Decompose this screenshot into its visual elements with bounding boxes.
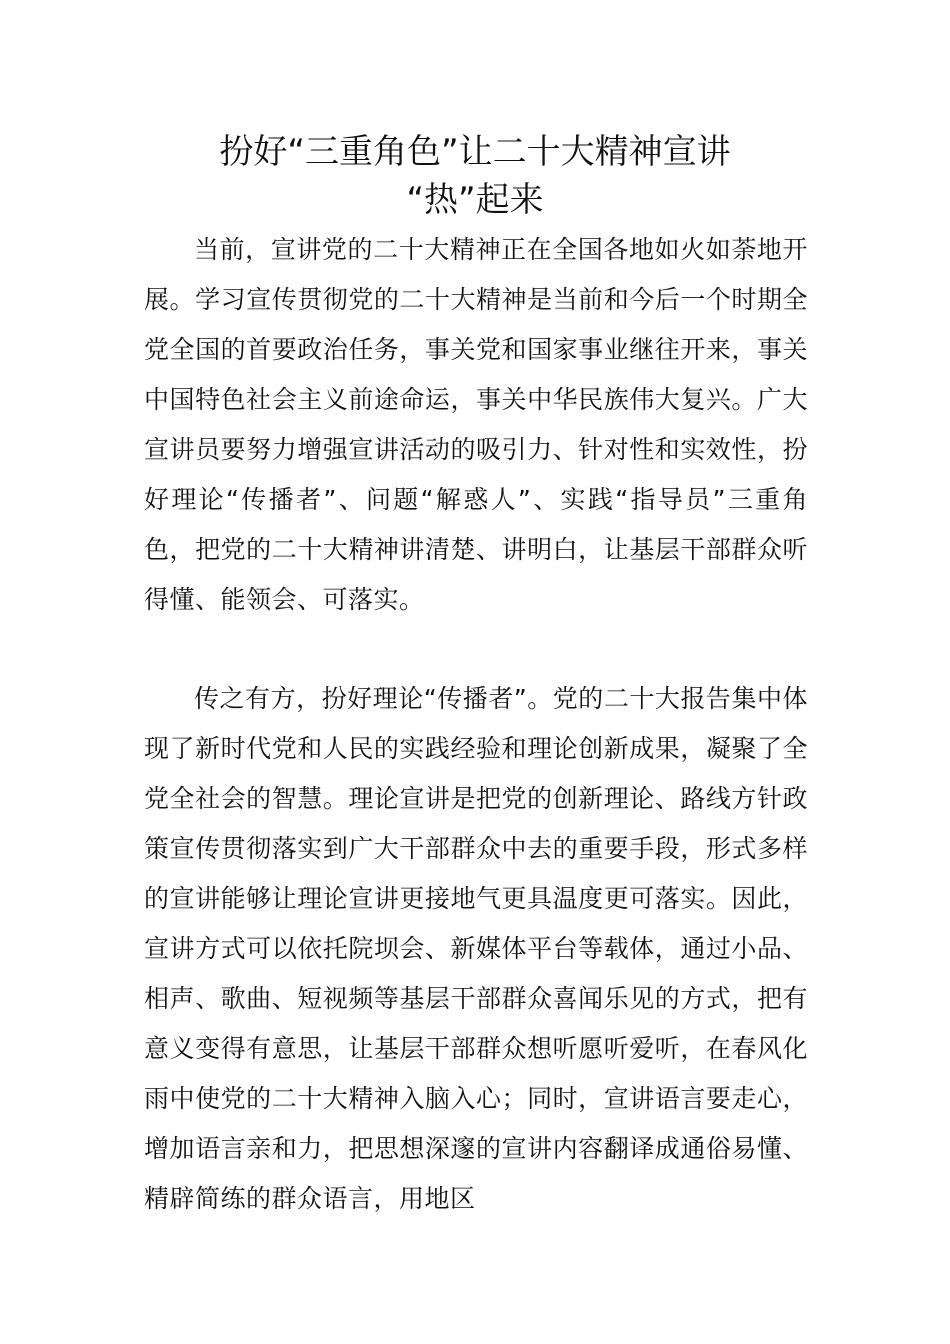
paragraph-intro: 当前，宣讲党的二十大精神正在全国各地如火如荼地开展。学习宣传贯彻党的二十大精神是当前和今后一个时期全党全国的首要政治任务，事关党和国家事业继往开来，事关中国特色社会主义前途命运，事关中华民族伟大复兴。广大宣讲员要努力增强宣讲活动的吸引力、针对性和实效性，扮好理论“传播者”、问题“解惑人”、实践“指导员”三重角色，把党的二十大精神讲清楚、讲明白，让基层干部群众听得懂、能领会、可落实。: [144, 235, 808, 614]
paragraph-theory-disseminator: 传之有方，扮好理论“传播者”。党的二十大报告集中体现了新时代党和人民的实践经验和理论创新成果，凝聚了全党全社会的智慧。理论宣讲是把党的创新理论、路线方针政策宣传贯彻落实到广大干部群众中去的重要手段，形式多样的宣讲能够让理论宣讲更接地气更具温度更可落实。因此，宣讲方式可以依托院坝会、新媒体平台等载体，通过小品、相声、歌曲、短视频等基层干部群众喜闻乐见的方式，把有意义变得有意思，让基层干部群众想听愿听爱听，在春风化雨中使党的二十大精神入脑入心；同时，宣讲语言要走心，增加语言亲和力，把思想深邃的宣讲内容翻译成通俗易懂、精辟简练的群众语言，用地区: [144, 684, 808, 1213]
title-line-1: 扮好“三重角色”让二十大精神宣讲: [219, 132, 731, 172]
document-title: [120, 128, 830, 224]
title-line-2: “热”起来: [406, 180, 544, 220]
